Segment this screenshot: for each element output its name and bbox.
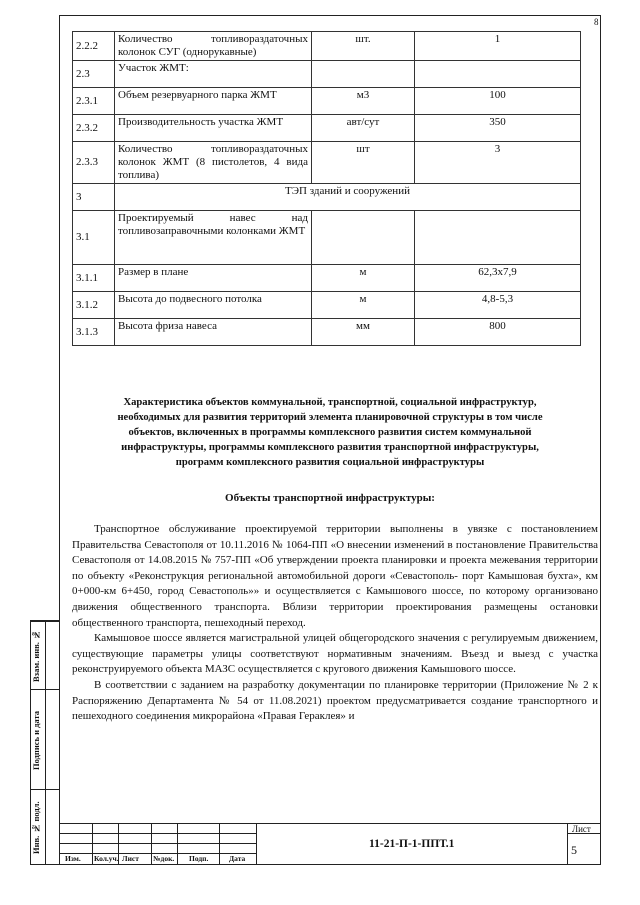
row-unit: шт. [312,32,415,61]
row-number: 2.3.3 [73,142,115,184]
row-value [415,61,581,88]
paragraph: Транспортное обслуживание проектируемой территории выполнены в увязке с постановлением Правительства Севастополя от 10.11.2016 № 1064-ПП «О внесении изменений в постановление Правительства Севастополя от 14.08.2015 № 757-ПП «Об утверждении проекта планировки и проекта межевания территории по объекту «Реконструкция региональной автомобильной дороги «Севастополь- порт Камышовая бухта», км 0+000-км 6+450, город Севастополь»» и осуществляется с Камышового шоссе, по которому организовано движения общественного транспорта. Вблизи территории проектирования размещены остановки общественного транспорта, пешеходный переход. [72,523,598,629]
row-number: 2.3 [73,61,115,88]
row-unit: м [312,265,415,292]
table-row [73,88,581,115]
row-name: Участок ЖМТ: [115,61,312,88]
document-code: 11-21-П-1-ППТ.1 [369,838,455,850]
row-value: 1 [415,32,581,61]
row-name: Количество топливораздаточных колонок СУГ (однорукавные) [115,32,312,61]
row-value: 100 [415,88,581,115]
row-unit: м [312,292,415,319]
sheet-label: Лист [572,824,591,834]
table-row [73,211,581,265]
body-text [72,522,598,725]
row-value: 62,3х7,9 [415,265,581,292]
podpis-data-label: Подпись и дата [31,711,41,771]
table-row [73,292,581,319]
row-unit: мм [312,319,415,346]
row-number: 3.1.3 [73,319,115,346]
table-row [73,319,581,346]
row-name: Количество топливораздаточных колонок ЖМТ (8 пистолетов, 4 вида топлива) [115,142,312,184]
row-value: 350 [415,115,581,142]
row-number: 3.1 [73,211,115,265]
page-number-top: 8 [594,17,599,27]
row-name: Высота до подвесного потолка [115,292,312,319]
heading-line: необходимых для развития территорий элемента планировочной структуры в том числе [117,412,543,423]
row-unit [312,61,415,88]
heading-line: инфраструктуры, программы комплексного развития транспортной инфраструктуры, [121,442,539,453]
vzam-inv-label: Взам. инв. № [31,630,41,683]
col-kol-uch: Кол.уч. [94,854,119,863]
heading-line: программ комплексного развития социальной инфраструктуры [175,457,485,468]
paragraph: В соответствии с заданием на разработку документации по планировке территории (Приложение № 2 к Распоряжению Департамента № 54 от 11.08.2021) проектом предусматривается создание транспортного и пешеходного соединения микрорайона «Правая Гераклея» и [72,678,598,723]
table-row [73,184,581,211]
col-podp: Подп. [189,854,209,863]
paragraph: Камышовое шоссе является магистральной улицей общегородского значения с регулируемым движением, существующие параметры улицы соответствуют нормативным значениям. Въезд и выезд с участка реконструируемого объекта МАЗС осуществляется с кругового движения Камышового шоссе. [72,632,598,676]
row-unit: авт/сут [312,115,415,142]
row-number: 3.1.2 [73,292,115,319]
subheading: Объекты транспортной инфраструктуры: [225,492,435,504]
row-value: 4,8-5,3 [415,292,581,319]
row-name: Объем резервуарного парка ЖМТ [115,88,312,115]
row-number: 2.2.2 [73,32,115,61]
heading-line: объектов, включенных в программы комплексного развития систем коммунальной [128,427,532,438]
row-number: 3.1.1 [73,265,115,292]
inv-podl-label: Инв. № подл. [31,801,41,855]
table-row [73,32,581,61]
section-title: ТЭП зданий и сооружений [115,184,581,211]
row-number: 3 [73,184,115,211]
col-ndok: №док. [153,854,175,863]
tep-table [72,31,581,346]
col-data: Дата [229,854,246,863]
row-unit: шт [312,142,415,184]
row-name: Высота фриза навеса [115,319,312,346]
row-number: 2.3.1 [73,88,115,115]
row-value [415,211,581,265]
table-row [73,142,581,184]
col-list: Лист [122,854,139,863]
row-number: 2.3.2 [73,115,115,142]
col-izm: Изм. [65,854,81,863]
row-unit [312,211,415,265]
sheet-number: 5 [571,843,577,857]
left-stamp [30,620,59,865]
table-row [73,115,581,142]
row-name: Проектируемый навес над топливозаправочными колонками ЖМТ [115,211,312,265]
heading-line: Характеристика объектов коммунальной, транспортной, социальной инфраструктур, [123,397,537,408]
table-row [73,265,581,292]
row-name: Размер в плане [115,265,312,292]
title-block [59,823,601,865]
row-unit: м3 [312,88,415,115]
row-value: 800 [415,319,581,346]
row-name: Производительность участка ЖМТ [115,115,312,142]
row-value: 3 [415,142,581,184]
table-row [73,61,581,88]
